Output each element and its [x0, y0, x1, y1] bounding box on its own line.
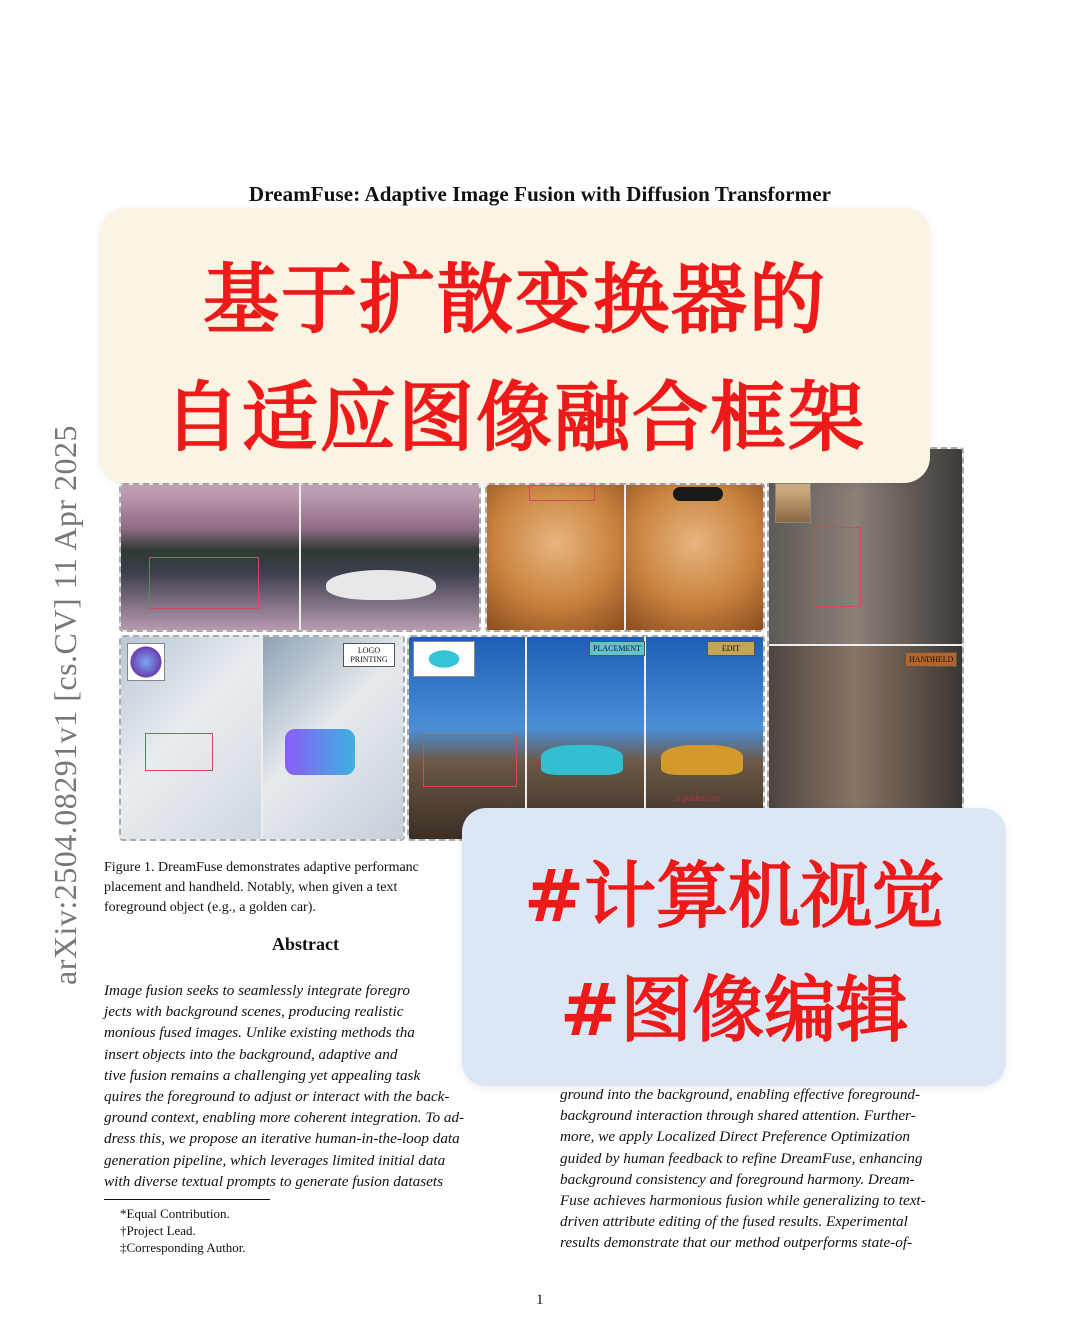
arxiv-stamp: arXiv:2504.08291v1 [cs.CV] 11 Apr 2025 — [47, 425, 83, 985]
footnote-rule — [104, 1199, 270, 1200]
abstract-line: insert objects into the background, adaptive and — [104, 1045, 398, 1063]
headline-line-2: 自适应图像融合框架 — [164, 373, 866, 462]
footnotes — [120, 1205, 246, 1256]
logo-thumbnail — [127, 643, 165, 681]
hashtag-computer-vision: #计算机视觉 — [523, 854, 945, 938]
headline-banner — [100, 208, 930, 483]
sunglasses-shape — [673, 487, 723, 501]
abstract-line: dress this, we propose an iterative human-in-the-loop data — [104, 1130, 460, 1148]
logo-region — [145, 733, 213, 771]
accessory-region — [529, 485, 595, 501]
abstract-line: more, we apply Localized Direct Preference Optimization — [560, 1128, 910, 1146]
abstract-line: monious fused images. Unlike existing methods tha — [104, 1024, 415, 1042]
abstract-line: jects with background scenes, producing realistic — [104, 1003, 404, 1021]
abstract-line: background interaction through shared attention. Further- — [560, 1107, 916, 1125]
abstract-line: tive fusion remains a challenging yet appealing task — [104, 1066, 421, 1084]
placement-region — [149, 557, 259, 609]
tag-edit: EDIT — [707, 641, 755, 656]
caption-line: Figure 1. DreamFuse demonstrates adaptive performanc — [104, 860, 419, 875]
abstract-heading: Abstract — [272, 934, 339, 954]
footnote: ‡Corresponding Author. — [120, 1240, 246, 1255]
abstract-line: ground context, enabling more coherent integration. To ad- — [104, 1109, 465, 1127]
figure-caption — [104, 858, 464, 918]
car-thumbnail — [413, 641, 475, 677]
edit-prompt-text: a golden car — [675, 793, 721, 803]
panel-cat-accessory — [485, 483, 765, 632]
hashtag-image-editing: #图像编辑 — [559, 968, 909, 1052]
abstract-line: background consistency and foreground harmony. Dream- — [560, 1170, 915, 1188]
hashtag-box — [462, 808, 1006, 1086]
cat-thumbnail — [775, 483, 811, 523]
abstract-line: guided by human feedback to refine DreamFuse, enhancing — [560, 1149, 923, 1167]
footnote: †Project Lead. — [120, 1223, 196, 1238]
cat-image — [487, 485, 624, 630]
tag-placement: PLACEMENT — [589, 641, 645, 656]
caption-line: foreground object (e.g., a golden car). — [104, 900, 316, 915]
page-number: 1 — [536, 1292, 544, 1308]
lake-with-boat-image — [301, 485, 479, 630]
logo-print-shape — [285, 729, 355, 775]
cat-with-sunglasses-image — [626, 485, 763, 630]
abstract-line: Image fusion seeks to seamlessly integrate foregro — [104, 982, 410, 999]
abstract-line: generation pipeline, which leverages limited initial data — [104, 1151, 446, 1169]
handheld-region — [815, 527, 861, 607]
golden-car-shape — [661, 745, 743, 775]
abstract-line: ground into the background, enabling effective foreground- — [560, 1086, 921, 1103]
abstract-line: quires the foreground to adjust or interact with the back- — [104, 1088, 450, 1106]
footnote: *Equal Contribution. — [120, 1206, 230, 1221]
panel-handheld — [767, 447, 964, 842]
paper-title: DreamFuse: Adaptive Image Fusion with Diffusion Transformer — [248, 182, 832, 206]
headline-line-1: 基于扩散变换器的 — [203, 255, 827, 344]
abstract-left-column — [104, 980, 520, 1192]
teal-car-shape — [541, 745, 623, 775]
caption-line: placement and handheld. Notably, when given a text — [104, 880, 398, 895]
tag-handheld: HANDHELD — [905, 652, 957, 667]
abstract-right-column — [560, 1084, 978, 1254]
panel-logo-printing — [119, 635, 405, 841]
panel-boat-placement — [119, 483, 481, 632]
abstract-line: driven attribute editing of the fused results. Experimental — [560, 1213, 908, 1231]
abstract-line: Fuse achieves harmonious fusion while generalizing to text- — [560, 1192, 926, 1210]
figure-1 — [117, 445, 962, 840]
tag-logo-printing: LOGO PRINTING — [343, 643, 395, 667]
car-region — [423, 735, 517, 787]
abstract-line: with diverse textual prompts to generate fusion datasets — [104, 1172, 444, 1190]
abstract-line: results demonstrate that our method outperforms state-of- — [560, 1234, 913, 1252]
boat-shape — [326, 570, 436, 600]
